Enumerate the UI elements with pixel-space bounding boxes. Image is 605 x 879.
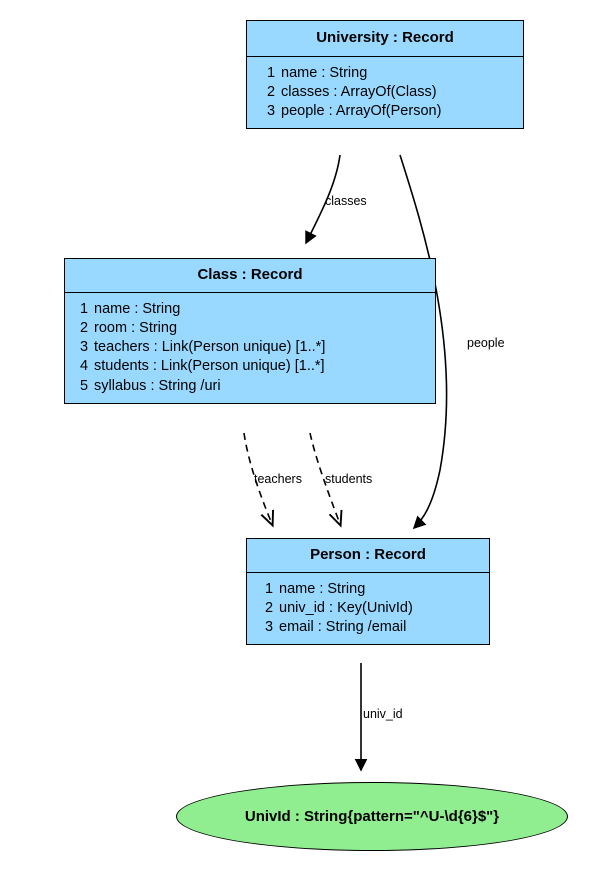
- field-text: teachers : Link(Person unique) [1..*]: [94, 339, 326, 356]
- node-class-fields: [65, 293, 435, 403]
- field-row: [247, 64, 523, 83]
- field-row: [247, 102, 523, 121]
- field-index: 1: [267, 64, 276, 81]
- field-row: [65, 300, 435, 319]
- node-person-title: Person : Record: [247, 539, 489, 573]
- edge-label-classes: classes: [325, 194, 367, 208]
- field-index: 1: [265, 580, 274, 597]
- node-class[interactable]: [64, 258, 436, 404]
- field-index: 4: [80, 358, 89, 375]
- field-text: univ_id : Key(UnivId): [279, 599, 413, 616]
- field-index: 3: [80, 339, 89, 356]
- field-row: [65, 319, 435, 338]
- field-index: 2: [265, 599, 274, 616]
- edge-label-people: people: [467, 336, 505, 350]
- field-index: 2: [267, 83, 276, 100]
- node-univid[interactable]: [176, 782, 568, 851]
- field-row: [65, 338, 435, 357]
- field-index: 5: [80, 377, 89, 394]
- edge-label-teachers: teachers: [254, 472, 302, 486]
- field-text: name : String: [281, 64, 368, 81]
- field-text: people : ArrayOf(Person): [281, 103, 442, 120]
- field-text: room : String: [94, 319, 178, 336]
- field-text: classes : ArrayOf(Class): [281, 83, 437, 100]
- edge-label-students: students: [325, 472, 373, 486]
- field-text: name : String: [279, 580, 366, 597]
- node-university-title: University : Record: [247, 21, 523, 57]
- field-row: [65, 377, 435, 396]
- field-text: email : String /email: [279, 619, 407, 636]
- field-row: [247, 580, 489, 599]
- node-univid-title: UnivId : String{pattern="^U-\d{6}$"}: [244, 808, 500, 825]
- field-text: students : Link(Person unique) [1..*]: [94, 358, 325, 375]
- node-class-title: Class : Record: [65, 259, 435, 293]
- field-text: syllabus : String /uri: [94, 377, 221, 394]
- field-text: name : String: [94, 300, 181, 317]
- node-person-fields: [247, 573, 489, 645]
- node-person[interactable]: [246, 538, 490, 645]
- field-index: 2: [80, 319, 89, 336]
- field-index: 1: [80, 300, 89, 317]
- field-row: [247, 83, 523, 102]
- field-index: 3: [265, 619, 274, 636]
- field-row: [247, 618, 489, 637]
- node-university[interactable]: [246, 20, 524, 129]
- field-index: 3: [267, 103, 276, 120]
- field-row: [65, 357, 435, 376]
- node-university-fields: [247, 57, 523, 129]
- edge-label-univ-id: univ_id: [363, 707, 403, 721]
- field-row: [247, 599, 489, 618]
